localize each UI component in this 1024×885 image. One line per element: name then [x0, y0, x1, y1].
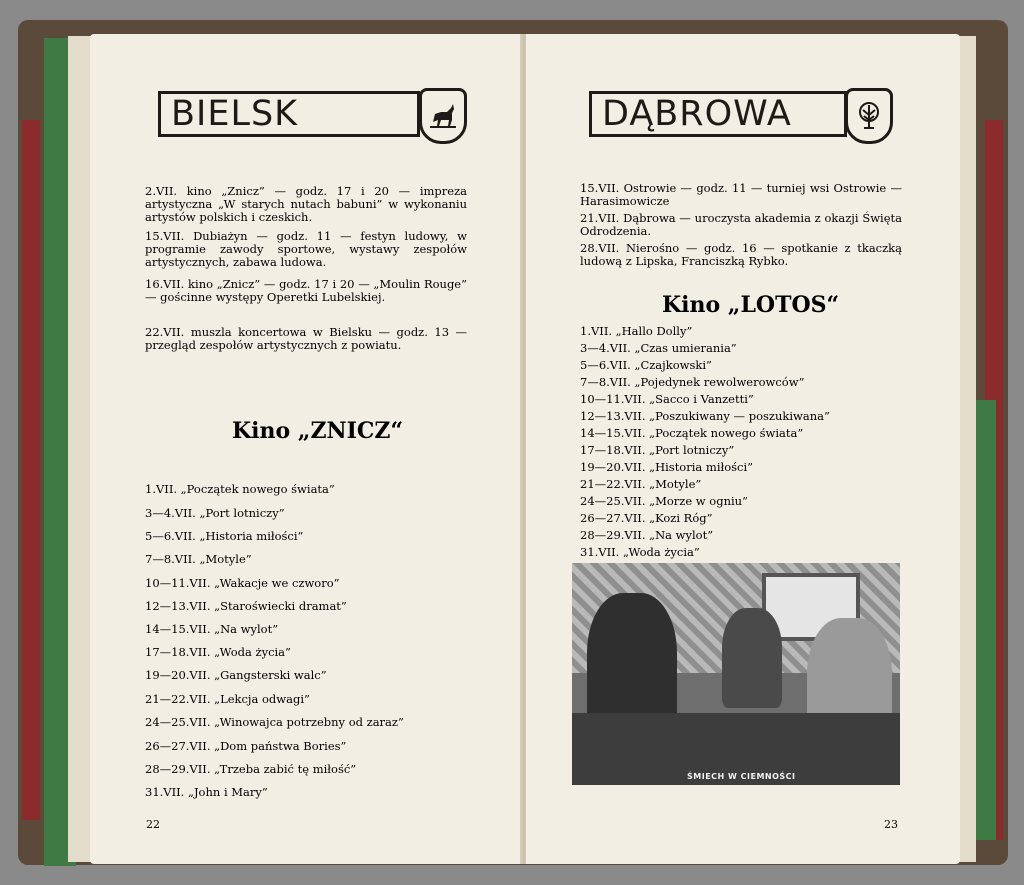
list-item: 12—13.VII. „Staroświecki dramat”: [145, 599, 347, 613]
dabrowa-entry-2: 21.VII. Dąbrowa — uroczysta akademia z okazji Święta Odrodzenia.: [580, 211, 902, 238]
list-item: 28—29.VII. „Na wylot”: [580, 528, 714, 542]
list-item: 21—22.VII. „Motyle”: [580, 477, 702, 491]
kino-znicz-title: Kino „ZNICZ“: [232, 418, 404, 444]
list-item: 19—20.VII. „Historia miłości”: [580, 460, 754, 474]
list-item: 5—6.VII. „Historia miłości”: [145, 529, 304, 543]
list-item: 7—8.VII. „Pojedynek rewolwerowców”: [580, 375, 805, 389]
list-item: 3—4.VII. „Port lotniczy”: [145, 506, 285, 520]
bielsk-title: BIELSK: [171, 94, 299, 134]
list-item: 24—25.VII. „Morze w ogniu”: [580, 494, 748, 508]
list-item: 28—29.VII. „Trzeba zabić tę miłość”: [145, 762, 357, 776]
list-item: 10—11.VII. „Sacco i Vanzetti”: [580, 392, 754, 406]
dabrowa-entry-1: 15.VII. Ostrowie — godz. 11 — turniej wsi Ostrowie — Harasimowicze: [580, 181, 902, 208]
list-item: 17—18.VII. „Port lotniczy”: [580, 443, 735, 457]
list-item: 12—13.VII. „Poszukiwany — poszukiwana”: [580, 409, 830, 423]
list-item: 26—27.VII. „Dom państwa Bories”: [145, 739, 347, 753]
list-item: 14—15.VII. „Na wylot”: [145, 622, 279, 636]
list-item: 31.VII. „Woda życia”: [580, 545, 700, 559]
list-item: 26—27.VII. „Kozi Róg”: [580, 511, 713, 525]
bielsk-title-rule: [300, 91, 420, 94]
film-still-photo: [572, 563, 900, 785]
bielsk-entry-1: 2.VII. kino „Znicz” — godz. 17 i 20 — impreza artystyczna „W starych nutach babuni” w wykonaniu artystów polskich i czeskich.: [145, 184, 467, 224]
list-item: 17—18.VII. „Woda życia”: [145, 645, 291, 659]
dabrowa-entry-3: 28.VII. Nierośno — godz. 16 — spotkanie z tkaczką ludową z Lipska, Franciszką Rybko.: [580, 241, 902, 268]
list-item: 14—15.VII. „Początek nowego świata”: [580, 426, 804, 440]
list-item: 1.VII. „Początek nowego świata”: [145, 482, 335, 496]
goat-crest-icon: [419, 88, 467, 144]
list-item: 19—20.VII. „Gangsterski walc”: [145, 668, 327, 682]
photo-person-middle: [722, 608, 782, 708]
list-item: 31.VII. „John i Mary”: [145, 785, 268, 799]
dabrowa-title-box: [589, 91, 847, 137]
bielsk-entry-4: 22.VII. muszla koncertowa w Bielsku — godz. 13 — przegląd zespołów artystycznych z powiatu.: [145, 325, 467, 352]
list-item: 24—25.VII. „Winowajca potrzebny od zaraz”: [145, 715, 404, 729]
list-item: 10—11.VII. „Wakacje we czworo”: [145, 576, 340, 590]
list-item: 7—8.VII. „Motyle”: [145, 552, 252, 566]
bielsk-entry-3: 16.VII. kino „Znicz” — godz. 17 i 20 — „Moulin Rouge” — gościnne występy Operetki Lubelskiej.: [145, 277, 467, 304]
list-item: 21—22.VII. „Lekcja odwagi”: [145, 692, 310, 706]
bielsk-title-box: [158, 91, 420, 137]
list-item: 3—4.VII. „Czas umierania”: [580, 341, 737, 355]
list-item: 5—6.VII. „Czajkowski”: [580, 358, 712, 372]
bielsk-entry-2: 15.VII. Dubiażyn — godz. 11 — festyn ludowy, w programie zawody sportowe, wystawy zespołów artystycznych, zabawa ludowa.: [145, 229, 467, 269]
dabrowa-title: DĄBROWA: [602, 94, 792, 134]
list-item: 1.VII. „Hallo Dolly”: [580, 324, 693, 338]
cover-edge-red-left: [22, 120, 40, 820]
page-number-right: 23: [884, 818, 898, 831]
tree-crest-icon: [845, 88, 893, 144]
photo-caption: ŚMIECH W CIEMNOŚCI: [687, 772, 796, 781]
kino-lotos-title: Kino „LOTOS“: [662, 292, 840, 318]
page-number-left: 22: [146, 818, 160, 831]
